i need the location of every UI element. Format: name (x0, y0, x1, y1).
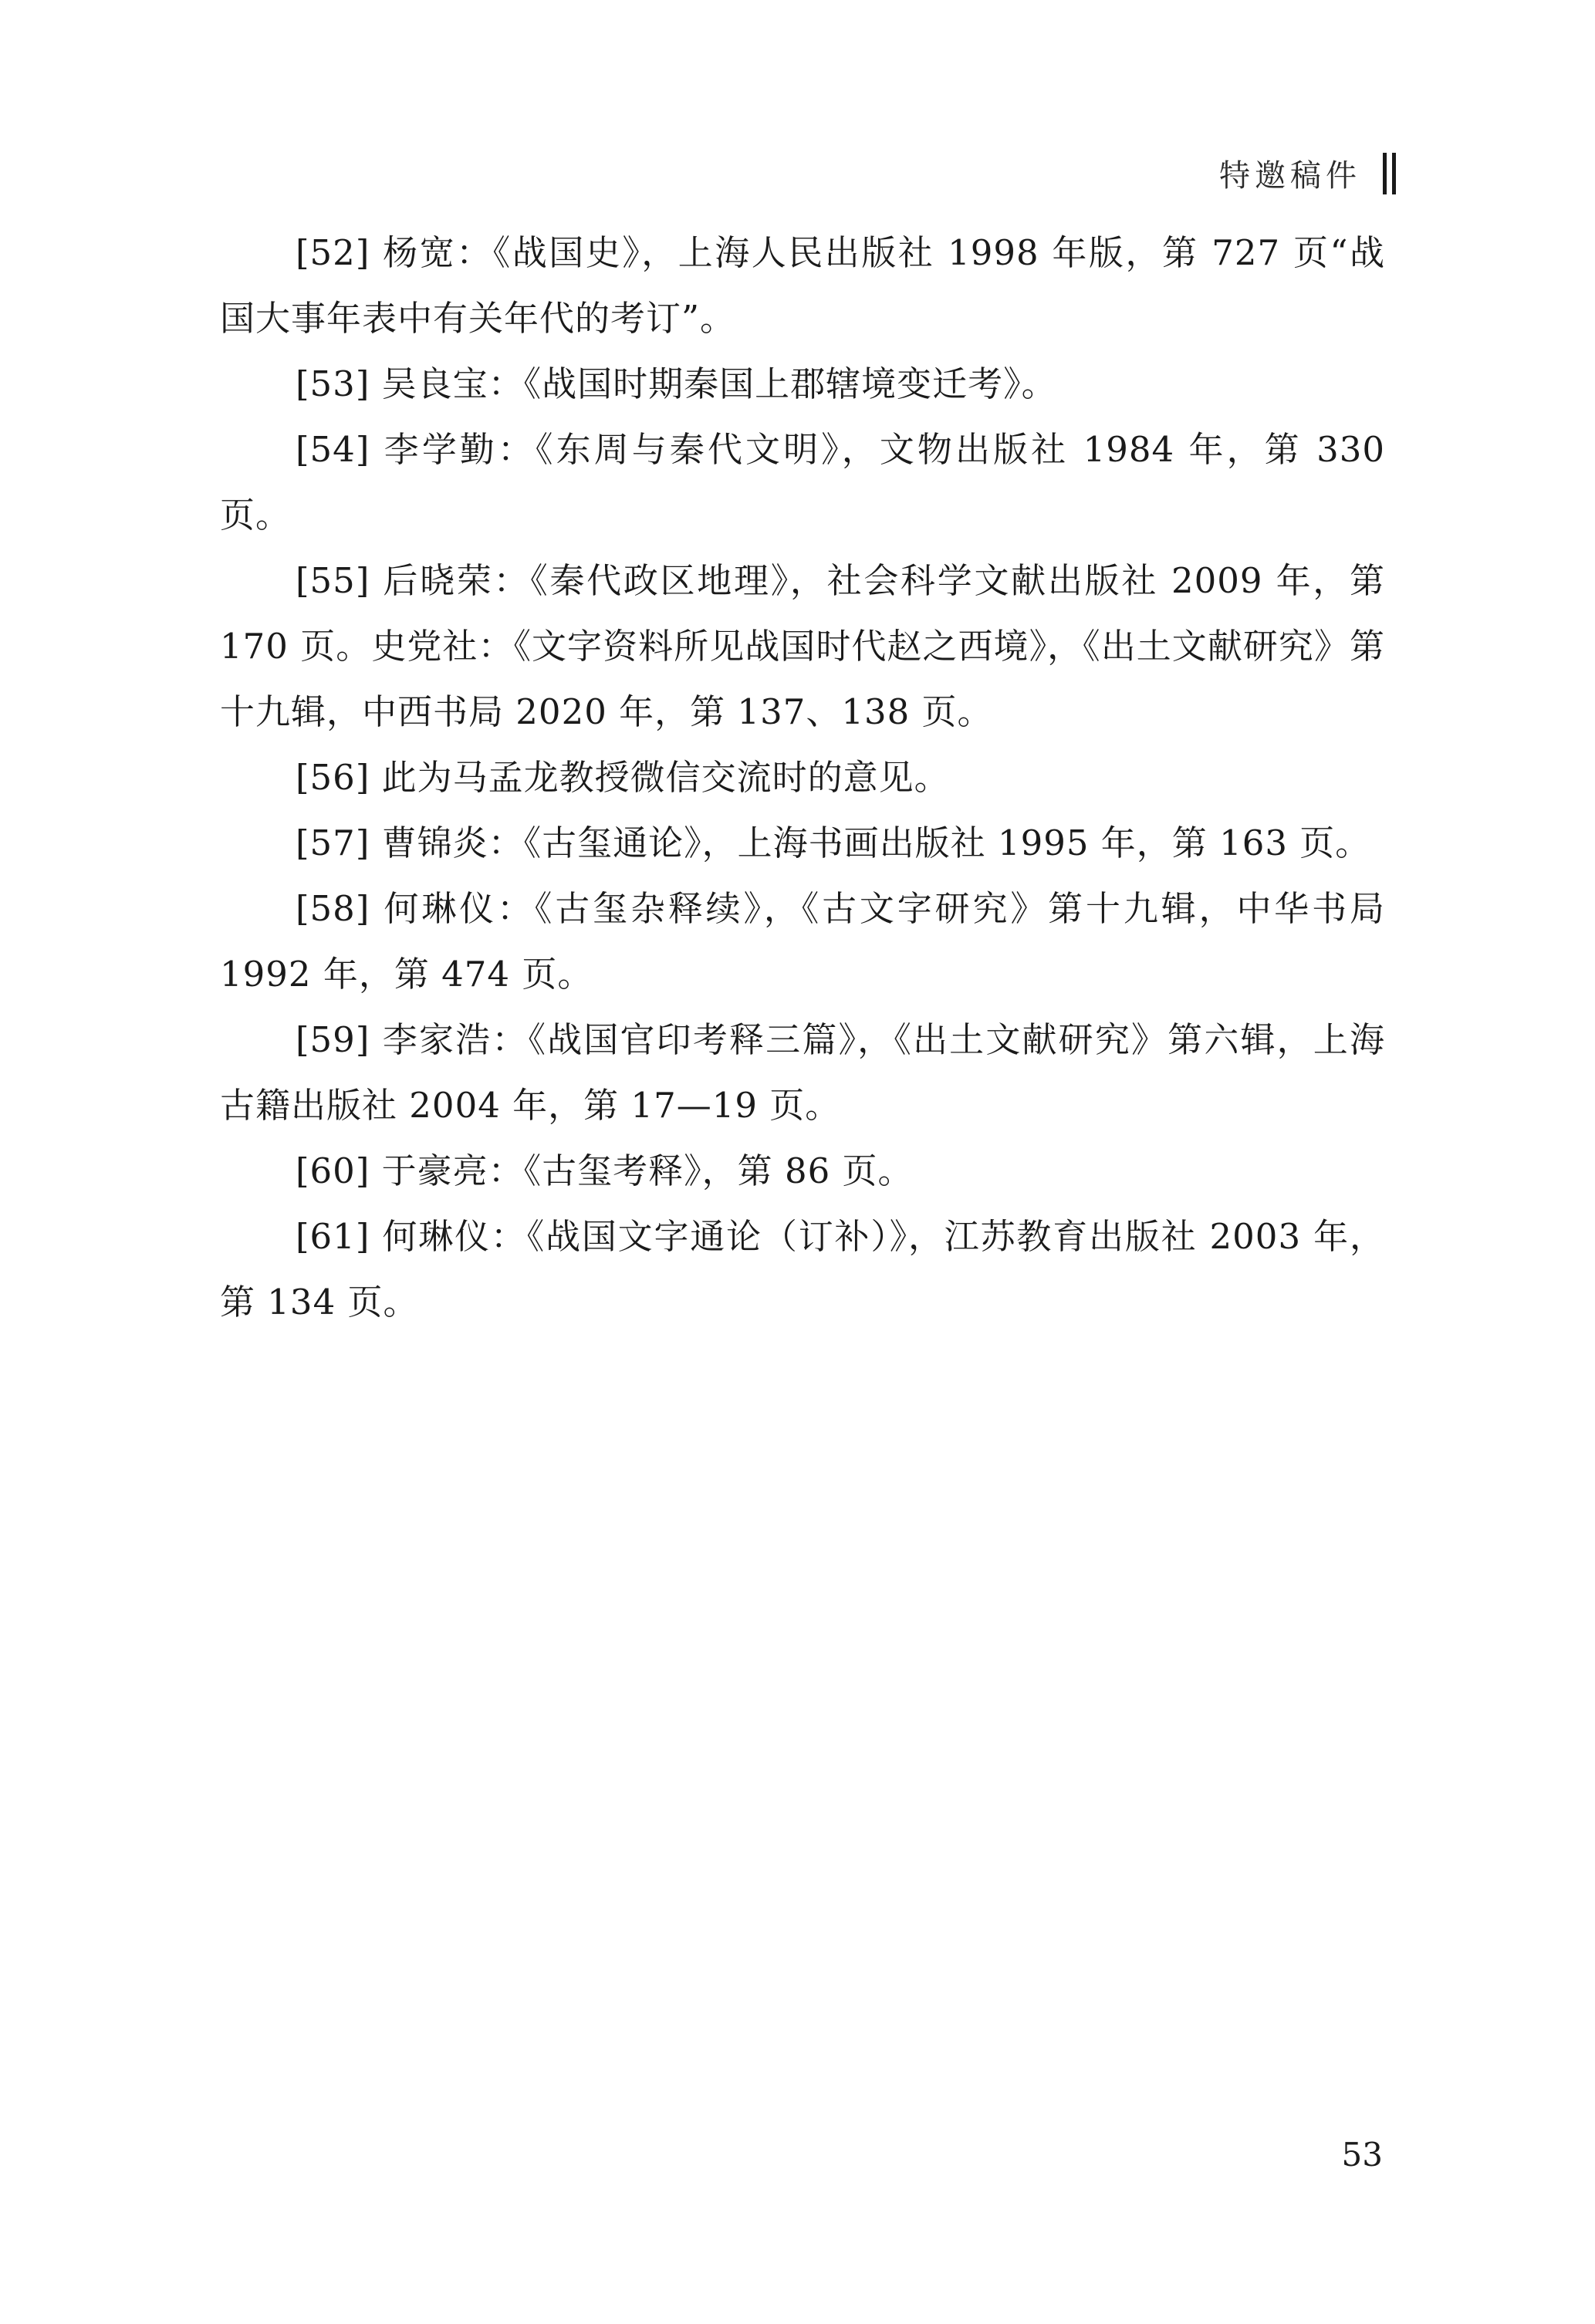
page-number: 53 (1341, 2136, 1383, 2174)
running-header (1219, 151, 1396, 195)
footnote-list (220, 220, 1385, 1335)
footnote-52: [52] 杨宽：《战国史》，上海人民出版社 1998 年版，第 727 页“战国大事年表中有关年代的考订”。 (220, 232, 1385, 339)
footnote-59: [59] 李家浩：《战国官印考释三篇》，《出土文献研究》第六辑，上海古籍出版社 2004 年，第 17—19 页。 (220, 1019, 1385, 1126)
section-title: 特邀稿件 (1219, 158, 1361, 194)
footnote-53: [53] 吴良宝：《战国时期秦国上郡辖境变迁考》。 (296, 363, 1057, 404)
footnote-61: [61] 何琳仪：《战国文字通论（订补）》，江苏教育出版社 2003 年，第 134 页。 (220, 1216, 1385, 1322)
footnote-55: [55] 后晓荣：《秦代政区地理》，社会科学文献出版社 2009 年，第 170 页。史党社：《文字资料所见战国时代赵之西境》，《出土文献研究》第十九辑，中西书局 2020 年，第 137、138 页。 (220, 560, 1385, 732)
footnote-56: [56] 此为马孟龙教授微信交流时的意见。 (296, 757, 950, 798)
header-rule-icon (1383, 153, 1396, 194)
footnote-60: [60] 于豪亮：《古玺考释》，第 86 页。 (296, 1150, 914, 1191)
footnote-54: [54] 李学勤：《东周与秦代文明》，文物出版社 1984 年，第 330 页。 (220, 429, 1385, 535)
footnote-57: [57] 曹锦炎：《古玺通论》，上海书画出版社 1995 年，第 163 页。 (296, 823, 1371, 863)
footnote-58: [58] 何琳仪：《古玺杂释续》，《古文字研究》第十九辑，中华书局 1992 年，第 474 页。 (220, 888, 1385, 995)
